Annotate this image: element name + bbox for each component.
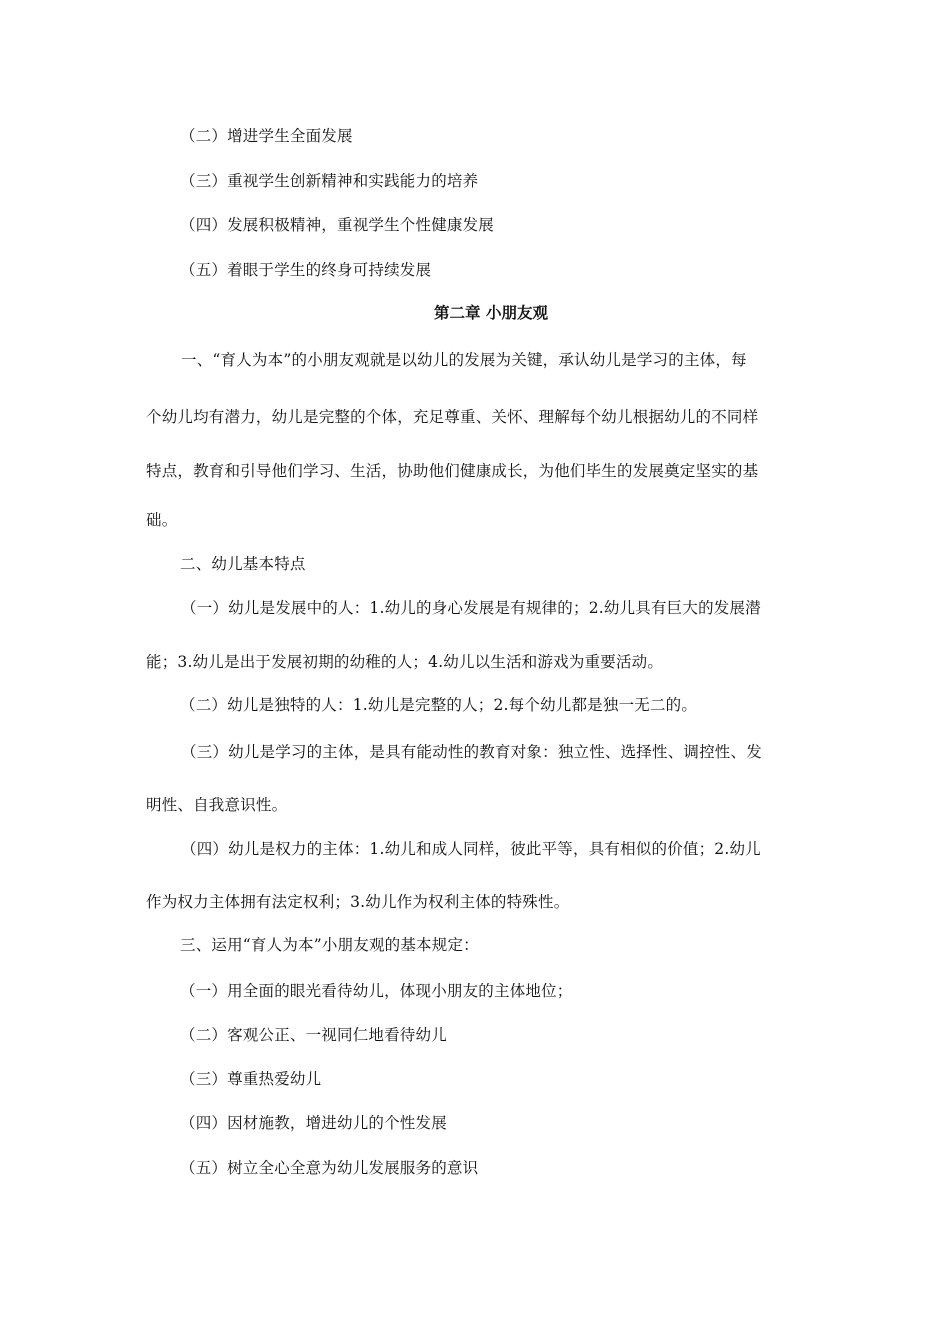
paragraph-line: 作为权力主体拥有法定权利；3.幼儿作为权利主体的特殊性。	[146, 893, 570, 911]
paragraph-line: 个幼儿均有潜力，幼儿是完整的个体，充足尊重、关怀、理解每个幼儿根据幼儿的不同样	[146, 408, 759, 426]
list-item: （一）用全面的眼光看待幼儿，体现小朋友的主体地位；	[180, 982, 573, 1000]
paragraph-line: 础。	[146, 511, 178, 529]
paragraph-line: 特点，教育和引导他们学习、生活，协助他们健康成长，为他们毕生的发展奠定坚实的基	[146, 462, 759, 480]
paragraph-line: 一、“育人为本”的小朋友观就是以幼儿的发展为关键，承认幼儿是学习的主体，每	[181, 351, 747, 369]
list-item: （三）尊重热爱幼儿	[180, 1070, 322, 1088]
section-heading: 二、幼儿基本特点	[180, 555, 306, 573]
list-item: （五）着眼于学生的终身可持续发展	[180, 261, 432, 279]
chapter-title: 第二章 小朋友观	[434, 304, 548, 322]
list-item: （二）增进学生全面发展	[180, 127, 353, 145]
list-item: （四）因材施教，增进幼儿的个性发展	[180, 1114, 447, 1132]
paragraph-line: （一）幼儿是发展中的人：1.幼儿的身心发展是有规律的；2.幼儿具有巨大的发展潜	[181, 599, 761, 617]
paragraph-line: 能；3.幼儿是出于发展初期的幼稚的人；4.幼儿以生活和游戏为重要活动。	[146, 653, 664, 671]
paragraph-line: （三）幼儿是学习的主体，是具有能动性的教育对象：独立性、选择性、调控性、发	[181, 743, 762, 761]
list-item: （四）发展积极精神，重视学生个性健康发展	[180, 216, 495, 234]
list-item: （二）客观公正、一视同仁地看待幼儿	[180, 1026, 447, 1044]
list-item: （三）重视学生创新精神和实践能力的培养	[180, 172, 479, 190]
section-heading: 三、运用“育人为本”小朋友观的基本规定：	[180, 936, 479, 954]
paragraph-line: 明性、自我意识性。	[146, 796, 288, 814]
list-item: （五）树立全心全意为幼儿发展服务的意识	[180, 1159, 479, 1177]
paragraph-line: （四）幼儿是权力的主体：1.幼儿和成人同样，彼此平等，具有相似的价值；2.幼儿	[181, 840, 761, 858]
list-item: （二）幼儿是独特的人：1.幼儿是完整的人；2.每个幼儿都是独一无二的。	[180, 696, 698, 714]
